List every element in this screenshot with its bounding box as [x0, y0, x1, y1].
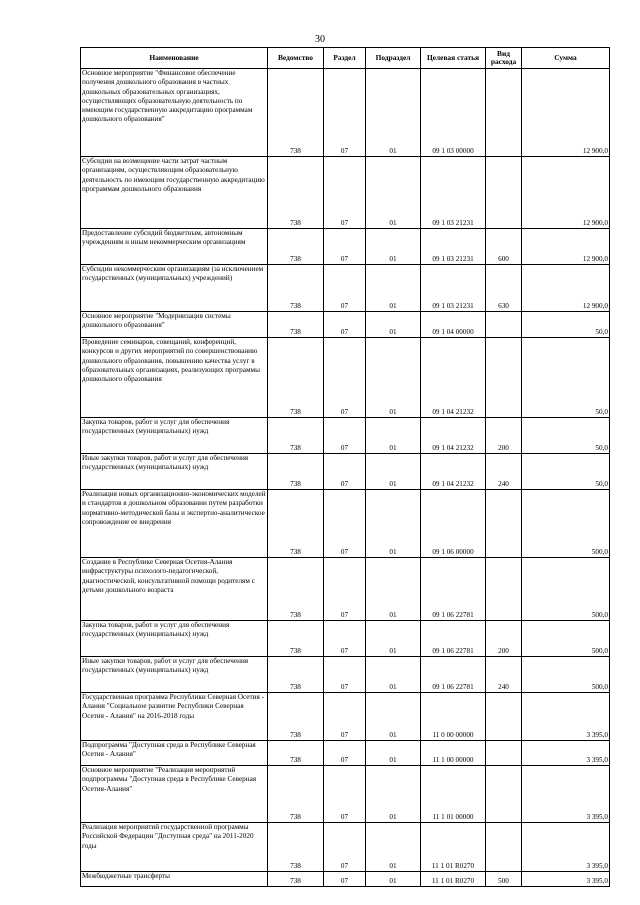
row-department: 738: [268, 229, 324, 265]
row-sum: 12 900,0: [522, 69, 610, 157]
row-expense-kind: 200: [486, 418, 522, 454]
row-expense-kind: [486, 558, 522, 621]
row-section: 07: [324, 621, 366, 657]
row-expense-kind: 240: [486, 454, 522, 490]
row-name: Проведение семинаров, совещаний, конференций, конкурсов и других мероприятий по совершенствованию дошкольного образования, повышению качества услуг в образовательных организациях, реализующих программы дошкольного образования: [81, 338, 268, 418]
row-department: 738: [268, 621, 324, 657]
row-section: 07: [324, 558, 366, 621]
row-sum: 3 395,0: [522, 766, 610, 823]
table-row: [81, 872, 610, 887]
row-expense-kind: 500: [486, 872, 522, 887]
budget-table: [80, 47, 610, 887]
row-name: Основное мероприятие "Финансовое обеспечение получения дошкольного образования в частных дошкольных образовательных организациях, осуществляющих образовательную деятельность по имеющим государственную аккредитацию программам дошкольного образования": [81, 69, 268, 157]
row-sum: 12 900,0: [522, 265, 610, 312]
row-section: 07: [324, 69, 366, 157]
row-subsection: 01: [366, 157, 421, 229]
row-department: 738: [268, 766, 324, 823]
row-name: Предоставление субсидий бюджетным, автономным учреждениям и иным некоммерческим организациям: [81, 229, 268, 265]
row-section: 07: [324, 490, 366, 558]
row-name: Субсидии на возмещение части затрат частным организациям, осуществляющим образовательную деятельность по имеющим государственную аккредитацию программам дошкольного образования: [81, 157, 268, 229]
row-sum: 3 395,0: [522, 823, 610, 872]
header-subsection: Подраздел: [366, 48, 421, 69]
row-subsection: 01: [366, 229, 421, 265]
row-section: 07: [324, 741, 366, 766]
row-name: Закупка товаров, работ и услуг для обеспечения государственных (муниципальных) нужд: [81, 621, 268, 657]
row-department: 738: [268, 338, 324, 418]
row-target-article: 09 1 06 00000: [421, 490, 486, 558]
row-subsection: 01: [366, 338, 421, 418]
row-target-article: 09 1 04 00000: [421, 312, 486, 338]
table-row: [81, 157, 610, 229]
row-expense-kind: [486, 157, 522, 229]
row-sum: 50,0: [522, 312, 610, 338]
row-subsection: 01: [366, 872, 421, 887]
row-target-article: 09 1 03 00000: [421, 69, 486, 157]
row-target-article: 09 1 03 21231: [421, 229, 486, 265]
row-section: 07: [324, 229, 366, 265]
row-target-article: 09 1 03 21231: [421, 265, 486, 312]
table-row: [81, 490, 610, 558]
row-section: 07: [324, 157, 366, 229]
row-name: Межбюджетные трансферты: [81, 872, 268, 887]
table-row: [81, 338, 610, 418]
row-sum: 50,0: [522, 418, 610, 454]
row-expense-kind: 630: [486, 265, 522, 312]
row-target-article: 09 1 06 22781: [421, 558, 486, 621]
row-name: Основное мероприятие "Реализация мероприятий подпрограммы "Доступная среда в Республике Северная Осетия-Алания": [81, 766, 268, 823]
row-target-article: 09 1 03 21231: [421, 157, 486, 229]
row-expense-kind: [486, 741, 522, 766]
row-expense-kind: [486, 693, 522, 741]
header-department: Ведомство: [268, 48, 324, 69]
row-section: 07: [324, 312, 366, 338]
row-target-article: 11 1 01 R0270: [421, 872, 486, 887]
row-name: Создание в Республике Северная Осетия-Алания инфраструктуры психолого-педагогической, диагностической, консультативной помощи родителям с детьми дошкольного возраста: [81, 558, 268, 621]
row-department: 738: [268, 558, 324, 621]
row-expense-kind: 600: [486, 229, 522, 265]
row-target-article: 09 1 04 21232: [421, 418, 486, 454]
row-name: Реализация новых организационно-экономических моделей и стандартов в дошкольном образовании путем разработки нормативно-методической базы и экспертно-аналитическое сопровождение ее внедрения: [81, 490, 268, 558]
row-subsection: 01: [366, 265, 421, 312]
row-subsection: 01: [366, 693, 421, 741]
row-department: 738: [268, 69, 324, 157]
row-name: Государственная программа Республики Северная Осетия - Алания "Социальное развитие Республики Северная Осетия - Алания" на 2016-2018 годы: [81, 693, 268, 741]
row-expense-kind: [486, 766, 522, 823]
row-sum: 3 395,0: [522, 693, 610, 741]
row-target-article: 11 1 01 00000: [421, 766, 486, 823]
row-target-article: 11 1 01 R0270: [421, 823, 486, 872]
row-name: Субсидии некоммерческим организациям (за исключением государственных (муниципальных) учреждений): [81, 265, 268, 312]
row-name: Реализация мероприятий государственной программы Российской Федерации "Доступная среда" на 2011-2020 годы: [81, 823, 268, 872]
header-sum: Сумма: [522, 48, 610, 69]
page-number: 30: [315, 34, 325, 45]
row-section: 07: [324, 657, 366, 693]
row-department: 738: [268, 823, 324, 872]
row-sum: 500,0: [522, 558, 610, 621]
table-row: [81, 229, 610, 265]
row-department: 738: [268, 265, 324, 312]
header-target-article: Целевая статья: [421, 48, 486, 69]
row-sum: 500,0: [522, 621, 610, 657]
row-target-article: 09 1 06 22781: [421, 621, 486, 657]
row-subsection: 01: [366, 490, 421, 558]
row-sum: 12 900,0: [522, 229, 610, 265]
table-row: [81, 418, 610, 454]
table-row: [81, 454, 610, 490]
row-subsection: 01: [366, 621, 421, 657]
table-row: [81, 69, 610, 157]
row-section: 07: [324, 418, 366, 454]
row-section: 07: [324, 265, 366, 312]
row-name: Основное мероприятие "Модернизация системы дошкольного образования": [81, 312, 268, 338]
row-department: 738: [268, 418, 324, 454]
row-expense-kind: [486, 338, 522, 418]
row-section: 07: [324, 823, 366, 872]
row-sum: 500,0: [522, 490, 610, 558]
row-target-article: 11 1 00 00000: [421, 741, 486, 766]
row-expense-kind: [486, 490, 522, 558]
row-expense-kind: 200: [486, 621, 522, 657]
row-subsection: 01: [366, 69, 421, 157]
row-expense-kind: [486, 823, 522, 872]
row-subsection: 01: [366, 823, 421, 872]
row-sum: 3 395,0: [522, 872, 610, 887]
table-row: [81, 823, 610, 872]
row-target-article: 11 0 00 00000: [421, 693, 486, 741]
row-sum: 50,0: [522, 338, 610, 418]
table-row: [81, 693, 610, 741]
table-row: [81, 558, 610, 621]
row-department: 738: [268, 872, 324, 887]
row-department: 738: [268, 657, 324, 693]
table-row: [81, 766, 610, 823]
row-section: 07: [324, 338, 366, 418]
row-sum: 12 900,0: [522, 157, 610, 229]
header-expense-kind: Вид расхода: [486, 48, 522, 69]
row-expense-kind: [486, 69, 522, 157]
row-department: 738: [268, 454, 324, 490]
row-section: 07: [324, 872, 366, 887]
table-row: [81, 265, 610, 312]
row-subsection: 01: [366, 657, 421, 693]
row-expense-kind: [486, 312, 522, 338]
row-subsection: 01: [366, 312, 421, 338]
row-department: 738: [268, 741, 324, 766]
row-subsection: 01: [366, 418, 421, 454]
row-name: Подпрограмма "Доступная среда в Республике Северная Осетия - Алания": [81, 741, 268, 766]
row-section: 07: [324, 454, 366, 490]
table-header-row: [81, 48, 610, 69]
row-department: 738: [268, 312, 324, 338]
table-row: [81, 741, 610, 766]
row-subsection: 01: [366, 741, 421, 766]
row-name: Закупка товаров, работ и услуг для обеспечения государственных (муниципальных) нужд: [81, 418, 268, 454]
row-sum: 3 395,0: [522, 741, 610, 766]
row-expense-kind: 240: [486, 657, 522, 693]
row-name: Иные закупки товаров, работ и услуг для обеспечения государственных (муниципальных) нужд: [81, 454, 268, 490]
row-target-article: 09 1 04 21232: [421, 338, 486, 418]
row-name: Иные закупки товаров, работ и услуг для обеспечения государственных (муниципальных) нужд: [81, 657, 268, 693]
row-subsection: 01: [366, 454, 421, 490]
row-subsection: 01: [366, 558, 421, 621]
row-department: 738: [268, 693, 324, 741]
row-department: 738: [268, 490, 324, 558]
table-row: [81, 312, 610, 338]
row-target-article: 09 1 06 22781: [421, 657, 486, 693]
row-sum: 500,0: [522, 657, 610, 693]
table-row: [81, 657, 610, 693]
row-department: 738: [268, 157, 324, 229]
header-name: Наименование: [81, 48, 268, 69]
row-subsection: 01: [366, 766, 421, 823]
header-section: Раздел: [324, 48, 366, 69]
table-row: [81, 621, 610, 657]
row-section: 07: [324, 693, 366, 741]
row-sum: 50,0: [522, 454, 610, 490]
row-section: 07: [324, 766, 366, 823]
row-target-article: 09 1 04 21232: [421, 454, 486, 490]
